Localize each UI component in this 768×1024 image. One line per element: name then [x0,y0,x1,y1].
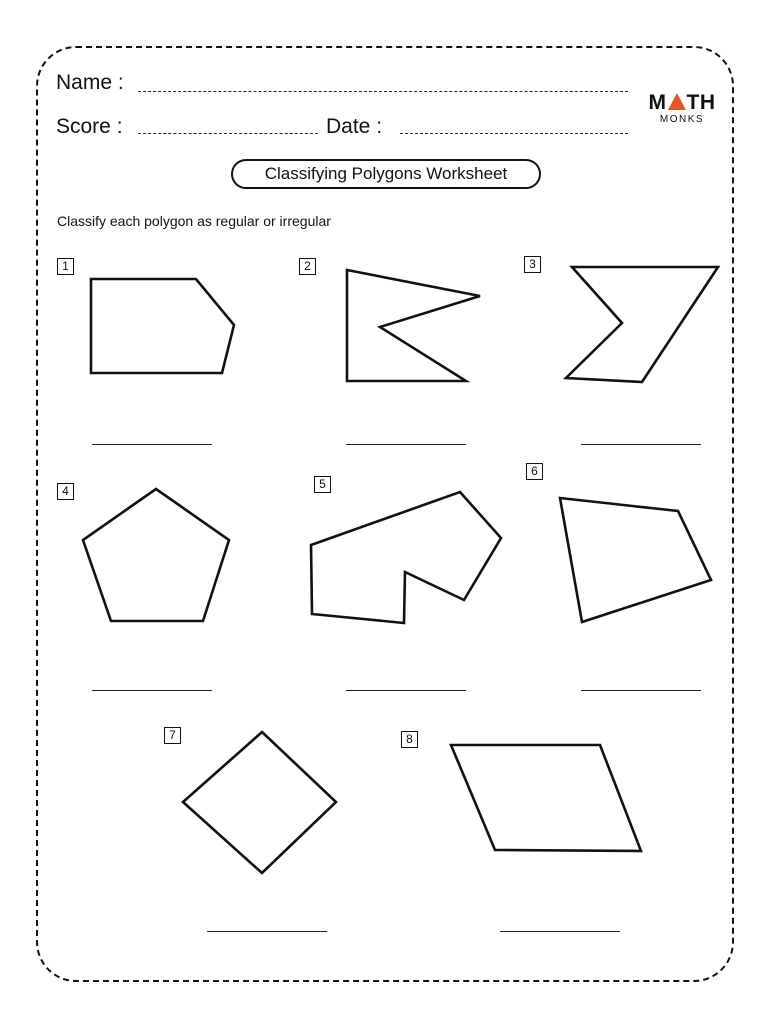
date-label: Date : [326,115,383,138]
answer-line-8[interactable] [500,931,620,932]
mathmonks-logo: M TH MONKS [648,91,716,125]
answer-line-3[interactable] [581,444,701,445]
worksheet-title: Classifying Polygons Worksheet [231,159,541,189]
polygon-6 [560,498,711,622]
polygon-3 [566,267,718,382]
answer-line-5[interactable] [346,690,466,691]
problem-number-6: 6 [526,463,543,480]
polygon-1 [91,279,234,373]
score-label: Score : [56,115,123,138]
problem-number-2: 2 [299,258,316,275]
problem-number-8: 8 [401,731,418,748]
polygon-4 [83,489,229,621]
polygon-2 [347,270,480,381]
problem-number-1: 1 [57,258,74,275]
problem-number-3: 3 [524,256,541,273]
problem-number-7: 7 [164,727,181,744]
problem-number-4: 4 [57,483,74,500]
answer-line-6[interactable] [581,690,701,691]
answer-line-7[interactable] [207,931,327,932]
answer-line-4[interactable] [92,690,212,691]
polygon-8 [451,745,641,851]
polygon-5 [311,492,501,623]
instructions: Classify each polygon as regular or irregular [57,213,331,229]
polygon-7 [183,732,336,873]
answer-line-1[interactable] [92,444,212,445]
answer-line-2[interactable] [346,444,466,445]
name-label: Name : [56,71,124,94]
problem-number-5: 5 [314,476,331,493]
